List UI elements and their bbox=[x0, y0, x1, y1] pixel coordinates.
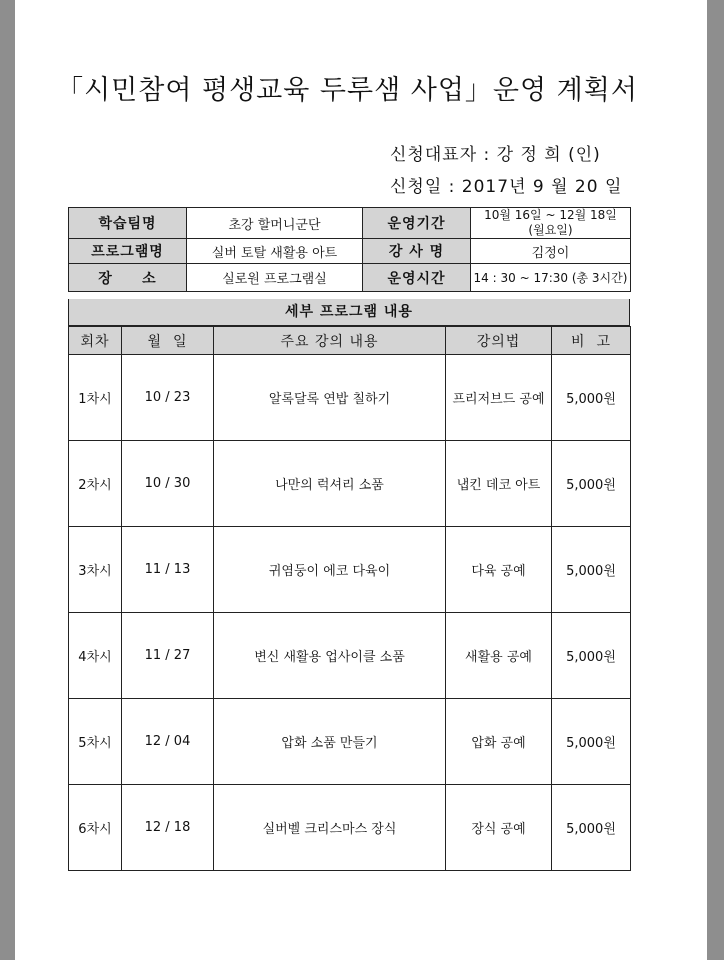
method-cell: 압화 공예 bbox=[446, 699, 552, 785]
schedule-row bbox=[69, 527, 631, 613]
header-note: 비 고 bbox=[552, 327, 631, 355]
content-cell: 압화 소품 만들기 bbox=[214, 699, 446, 785]
info-row bbox=[69, 208, 631, 239]
content-cell: 귀염둥이 에코 다육이 bbox=[214, 527, 446, 613]
content-cell: 실버벨 크리스마스 장식 bbox=[214, 785, 446, 871]
team-value: 초강 할머니군단 bbox=[187, 208, 363, 239]
content-cell: 나만의 럭셔리 소품 bbox=[214, 441, 446, 527]
session-cell: 1차시 bbox=[69, 355, 122, 441]
instructor-value: 김정이 bbox=[471, 239, 631, 264]
period-value: 10월 16일 ~ 12월 18일 bbox=[484, 208, 617, 222]
date-cell: 12 / 04 bbox=[122, 699, 214, 785]
note-cell: 5,000원 bbox=[552, 613, 631, 699]
info-row bbox=[69, 264, 631, 292]
session-cell: 6차시 bbox=[69, 785, 122, 871]
schedule-row bbox=[69, 785, 631, 871]
team-label: 학습팀명 bbox=[69, 208, 187, 239]
time-value: 14 : 30 ~ 17:30 (총 3시간) bbox=[471, 264, 631, 292]
note-cell: 5,000원 bbox=[552, 699, 631, 785]
header-content: 주요 강의 내용 bbox=[214, 327, 446, 355]
session-cell: 4차시 bbox=[69, 613, 122, 699]
date-cell: 11 / 13 bbox=[122, 527, 214, 613]
schedule-table bbox=[68, 326, 631, 871]
method-cell: 다육 공예 bbox=[446, 527, 552, 613]
method-cell: 새활용 공예 bbox=[446, 613, 552, 699]
session-cell: 3차시 bbox=[69, 527, 122, 613]
schedule-row bbox=[69, 699, 631, 785]
document-title: 「시민참여 평생교육 두루샘 사업」운영 계획서 bbox=[56, 75, 638, 106]
section-title: 세부 프로그램 내용 bbox=[68, 299, 630, 326]
instructor-label: 강 사 명 bbox=[363, 239, 471, 264]
date-cell: 10 / 30 bbox=[122, 441, 214, 527]
schedule-row bbox=[69, 355, 631, 441]
application-date: 신청일 : 2017년 9 월 20 일 bbox=[390, 177, 623, 197]
session-cell: 5차시 bbox=[69, 699, 122, 785]
content-cell: 알록달록 연밥 칠하기 bbox=[214, 355, 446, 441]
time-label: 운영시간 bbox=[363, 264, 471, 292]
place-value: 실로원 프로그램실 bbox=[187, 264, 363, 292]
header-session: 회차 bbox=[69, 327, 122, 355]
info-row bbox=[69, 239, 631, 264]
schedule-header-row bbox=[69, 327, 631, 355]
date-cell: 12 / 18 bbox=[122, 785, 214, 871]
session-cell: 2차시 bbox=[69, 441, 122, 527]
applicant-line: 신청대표자 : 강 정 희 (인) bbox=[390, 145, 601, 165]
header-method: 강의법 bbox=[446, 327, 552, 355]
note-cell: 5,000원 bbox=[552, 785, 631, 871]
header-date: 월 일 bbox=[122, 327, 214, 355]
note-cell: 5,000원 bbox=[552, 527, 631, 613]
note-cell: 5,000원 bbox=[552, 441, 631, 527]
method-cell: 프리저브드 공예 bbox=[446, 355, 552, 441]
period-label: 운영기간 bbox=[363, 208, 471, 239]
schedule-row bbox=[69, 613, 631, 699]
date-cell: 11 / 27 bbox=[122, 613, 214, 699]
content-cell: 변신 새활용 업사이클 소품 bbox=[214, 613, 446, 699]
date-cell: 10 / 23 bbox=[122, 355, 214, 441]
method-cell: 장식 공예 bbox=[446, 785, 552, 871]
schedule-row bbox=[69, 441, 631, 527]
program-label: 프로그램명 bbox=[69, 239, 187, 264]
note-cell: 5,000원 bbox=[552, 355, 631, 441]
period-cell bbox=[471, 208, 631, 239]
program-value: 실버 토탈 새활용 아트 bbox=[187, 239, 363, 264]
place-label: 장 소 bbox=[69, 264, 187, 292]
info-table bbox=[68, 207, 631, 292]
period-day: (월요일) bbox=[528, 223, 573, 237]
method-cell: 냅킨 데코 아트 bbox=[446, 441, 552, 527]
